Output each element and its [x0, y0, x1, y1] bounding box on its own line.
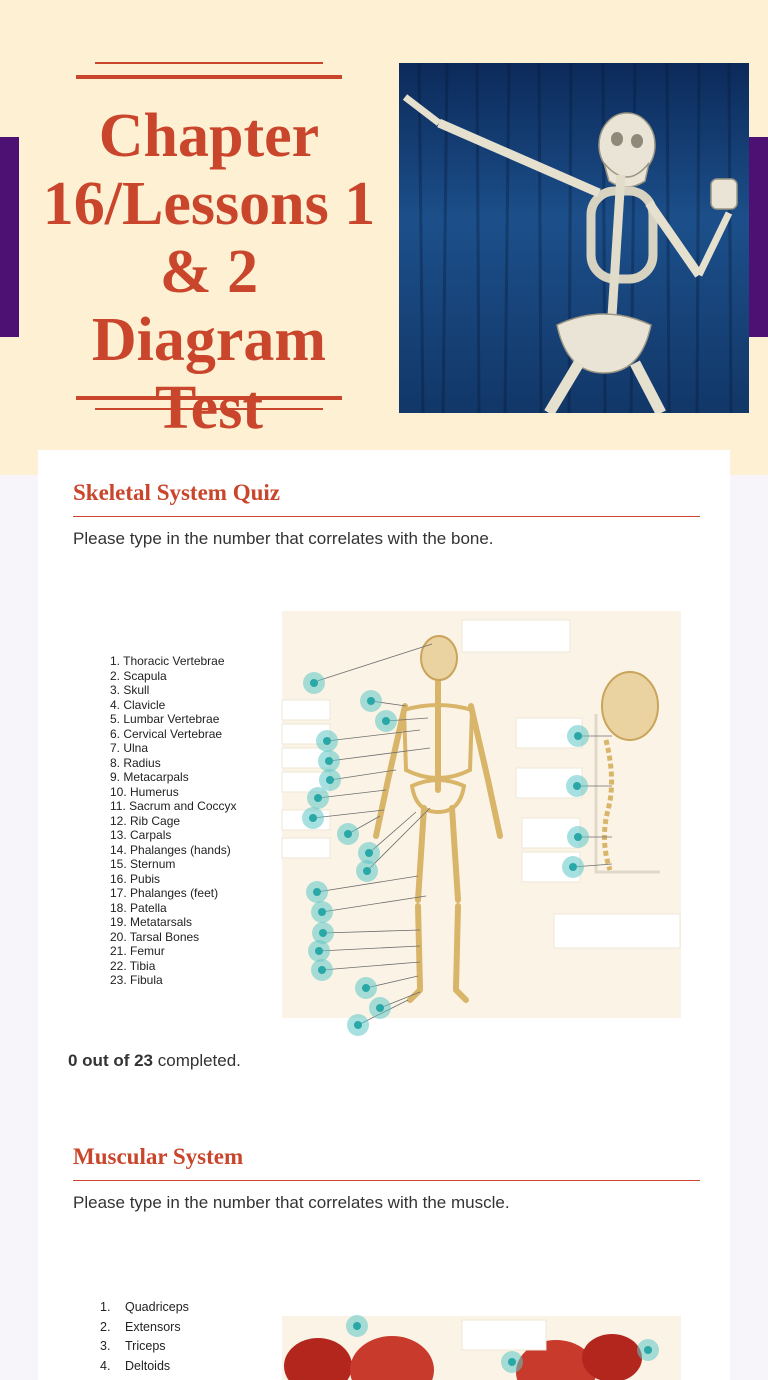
bone-key-item: 7. Ulna [110, 741, 149, 755]
muscle-key-number: 3. [100, 1339, 111, 1353]
muscular-instructions: Please type in the number that correlates with the muscle. [73, 1193, 510, 1212]
muscle-key-item [100, 1357, 189, 1377]
bone-key-item: 14. Phalanges (hands) [110, 842, 231, 857]
skeletal-section-rule [73, 516, 700, 517]
drop-target-dot-icon[interactable] [369, 997, 391, 1019]
bone-key-item: 15. Sternum [110, 857, 176, 871]
drop-target-dot-icon[interactable] [355, 977, 377, 999]
bone-key-item: 23. Fibula [110, 973, 163, 987]
bone-key-item: 19. Metatarsals [110, 915, 193, 929]
drop-target-dot-icon[interactable] [375, 710, 397, 732]
skeleton-photo [399, 63, 749, 413]
drop-target-dot-icon[interactable] [306, 881, 328, 903]
progress-count: 0 out of 23 [68, 1051, 154, 1070]
muscle-key-item [100, 1337, 189, 1357]
drop-target-dot-icon[interactable] [501, 1351, 523, 1373]
drop-target-dot-icon[interactable] [637, 1339, 659, 1361]
drop-target-dot-icon[interactable] [356, 860, 378, 882]
muscle-key-list [100, 1298, 189, 1376]
bone-key-item: 11. Sacrum and Coccyx [110, 799, 237, 813]
bone-key-item: 4. Clavicle [110, 697, 166, 712]
bone-key-item: 8. Radius [110, 755, 161, 770]
bone-key-list [110, 654, 237, 988]
drop-target-dot-icon[interactable] [347, 1014, 369, 1036]
muscle-key-number: 2. [100, 1319, 111, 1334]
drop-target-dot-icon[interactable] [311, 901, 333, 923]
drop-target-dot-icon[interactable] [360, 690, 382, 712]
bone-key-item: 2. Scapula [110, 668, 167, 683]
drop-target-dot-icon[interactable] [319, 769, 341, 791]
bone-key-item: 9. Metacarpals [110, 770, 189, 784]
bone-key-item: 18. Patella [110, 900, 167, 915]
bone-key-item: 12. Rib Cage [110, 813, 181, 828]
muscle-key-number: 1. [100, 1300, 111, 1314]
bone-key-item: 5. Lumbar Vertebrae [110, 712, 220, 726]
drop-target-dot-icon[interactable] [308, 940, 330, 962]
drop-target-dot-icon[interactable] [562, 856, 584, 878]
title-rule-top-thick [76, 75, 342, 79]
skeletal-section-title: Skeletal System Quiz [73, 480, 280, 505]
drop-target-dot-icon[interactable] [318, 750, 340, 772]
bone-key-item: 22. Tibia [110, 958, 156, 973]
progress-suffix: completed. [157, 1051, 241, 1070]
bone-key-item: 1. Thoracic Vertebrae [110, 654, 225, 668]
muscle-key-label: Extensors [125, 1319, 181, 1334]
drop-target-dot-icon[interactable] [311, 959, 333, 981]
drop-target-dot-icon[interactable] [316, 730, 338, 752]
muscle-key-item [100, 1318, 189, 1338]
muscle-key-label: Triceps [125, 1339, 166, 1353]
title-block [40, 62, 378, 414]
muscle-key-item [100, 1298, 189, 1318]
bone-key-item: 13. Carpals [110, 828, 172, 842]
title-rule-top-thin [95, 62, 323, 64]
drop-target-dot-icon[interactable] [302, 807, 324, 829]
drop-target-dot-icon[interactable] [346, 1315, 368, 1337]
bone-key-item: 6. Cervical Vertebrae [110, 726, 223, 741]
bone-key-item: 17. Phalanges (feet) [110, 886, 219, 900]
muscle-key-number: 4. [100, 1358, 111, 1373]
bone-key-item: 21. Femur [110, 944, 165, 958]
drop-target-dot-icon[interactable] [303, 672, 325, 694]
page-title: Chapter 16/Lessons 1 & 2 Diagram [42, 102, 376, 374]
drop-target-dot-icon[interactable] [566, 775, 588, 797]
drop-target-dot-icon[interactable] [337, 823, 359, 845]
drop-target-dot-icon[interactable] [567, 725, 589, 747]
skeletal-instructions: Please type in the number that correlates with the bone. [73, 529, 494, 548]
skeleton-photo-art [399, 63, 749, 413]
title-rule-bottom-thick [76, 396, 342, 400]
header-banner [0, 0, 768, 475]
title-rule-bottom-thin [95, 408, 323, 410]
right-accent-bar [749, 137, 768, 337]
left-accent-bar [0, 137, 19, 337]
drop-target-dot-icon[interactable] [307, 787, 329, 809]
bone-key-item: 16. Pubis [110, 871, 161, 886]
bone-key-item: 3. Skull [110, 683, 150, 697]
muscular-section-rule [73, 1180, 700, 1181]
muscle-key-label: Deltoids [125, 1358, 171, 1373]
muscular-section-title: Muscular System [73, 1144, 244, 1169]
skeletal-progress [68, 1051, 241, 1071]
bone-key-item: 20. Tarsal Bones [110, 929, 200, 944]
bone-key-item: 10. Humerus [110, 784, 179, 799]
muscle-key-label: Quadriceps [125, 1300, 189, 1314]
drop-target-dot-icon[interactable] [567, 826, 589, 848]
